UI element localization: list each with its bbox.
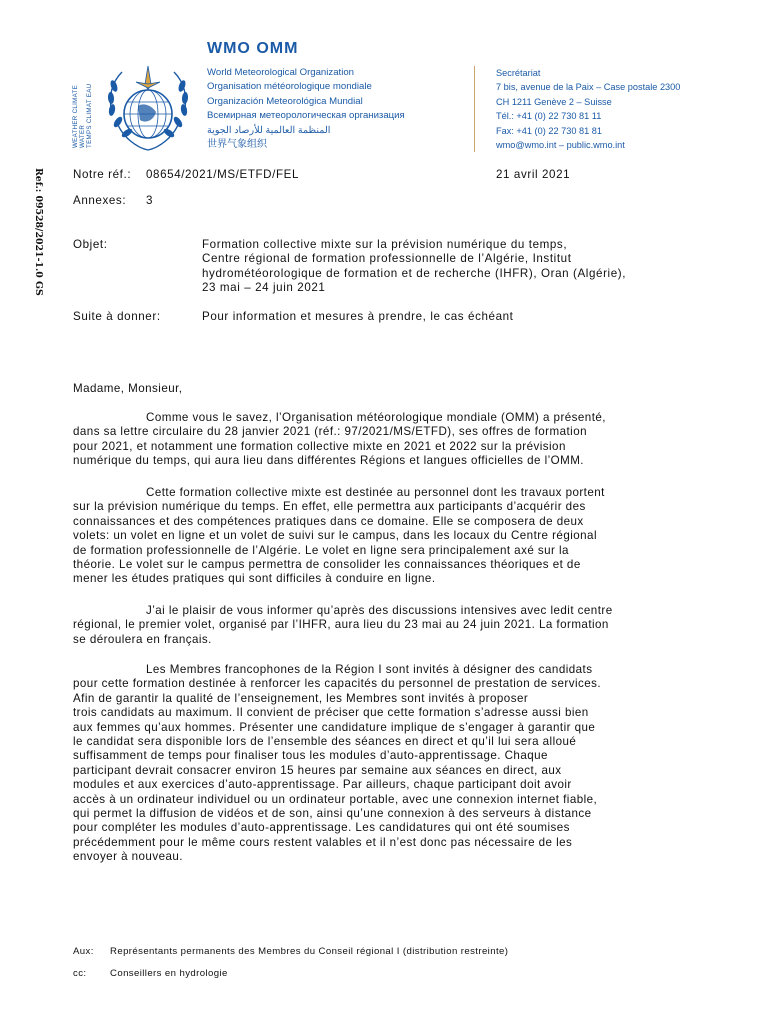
paragraph-line: pour compléter les modules d’auto-apprentissage. Les candidatures qui ont été soumises: [73, 821, 570, 835]
paragraph-line: volets: un volet en ligne et un volet de suivi sur le campus, dans les locaux du Centre régional: [73, 529, 597, 543]
paragraph-line: se déroulera en français.: [73, 632, 212, 646]
paragraph-line: mener les études pratiques qui sont difficiles à conduire en ligne.: [73, 572, 436, 586]
paragraph-line: participant devrait consacrer environ 15 heures par semaine aux séances en direct, aux: [73, 763, 562, 777]
paragraph-line: le candidat sera disponible lors de l’ensemble des séances en direct et qu’il lui sera alloué: [73, 735, 577, 749]
paragraph-line: qui permet la diffusion de vidéos et de son, ainsi qu’une connexion à des serveurs à distance: [73, 807, 592, 821]
paragraph-line: J’ai le plaisir de vous informer qu’après des discussions intensives avec ledit centre: [146, 604, 613, 617]
paragraph-3: [73, 604, 713, 647]
wmo-title: WMO OMM: [207, 40, 299, 57]
paragraph-line: Afin de garantir la qualité de l’enseignement, les Membres sont invités à proposer: [73, 691, 529, 705]
aux-value: Représentants permanents des Membres du Conseil régional I (distribution restreinte): [110, 946, 509, 957]
paragraph-line: de formation professionnelle de l’Algérie. Le volet en ligne sera principalement axé sur la: [73, 543, 569, 557]
objet-text: [202, 238, 626, 295]
secretariat-web: wmo@wmo.int – public.wmo.int: [496, 140, 625, 151]
org-name-zh: 世界气象组织: [207, 139, 267, 151]
paragraph-line: Les Membres francophones de la Région I sont invités à désigner des candidats: [146, 663, 593, 676]
paragraph-2: [73, 486, 713, 587]
paragraph-line: aux femmes qu’aux hommes. Présenter une candidature implique de s’engager à garantir que: [73, 720, 596, 734]
aux-label: Aux:: [73, 946, 94, 957]
org-name-ar: المنظمة العالمية للأرصاد الجوية: [207, 124, 331, 136]
org-name-es: Organización Meteorológica Mundial: [207, 95, 363, 107]
objet-line: 23 mai – 24 juin 2021: [202, 280, 326, 294]
organization-names: [207, 66, 405, 152]
secretariat-city: CH 1211 Genève 2 – Suisse: [496, 96, 612, 107]
paragraph-line: théorie. Le volet sur le campus permettra de consolider les connaissances théoriques et de: [73, 558, 581, 572]
paragraph-4: [73, 663, 713, 865]
objet-line: Centre régional de formation professionnelle de l’Algérie, Institut: [202, 252, 572, 266]
header-divider: [474, 66, 475, 152]
our-ref-label: Notre réf.:: [73, 168, 132, 181]
secretariat-address: [496, 66, 680, 152]
letter-date: 21 avril 2021: [496, 168, 571, 181]
org-name-fr: Organisation météorologique mondiale: [207, 81, 372, 93]
secretariat-phone: Tél.: +41 (0) 22 730 81 11: [496, 111, 602, 122]
wmo-emblem-icon: [98, 56, 198, 156]
paragraph-line: accès à un ordinateur individuel ou un ordinateur portable, avec une connexion internet fiable,: [73, 792, 598, 806]
paragraph-line: numérique du temps, qui aura lieu dans différentes Régions et langues officielles de l’OMM.: [73, 454, 584, 468]
paragraph-line: Comme vous le savez, l’Organisation météorologique mondiale (OMM) a présenté,: [146, 411, 606, 424]
secretariat-street: 7 bis, avenue de la Paix – Case postale 2300: [496, 82, 681, 93]
objet-line: hydrométéorologique de formation et de recherche (IHFR), Oran (Algérie),: [202, 266, 627, 280]
paragraph-line: suffisamment de temps pour finaliser tous les modules d’auto-apprentissage. Chaque: [73, 749, 548, 763]
annexes-label: Annexes:: [73, 194, 127, 207]
logo-tagline-en: WEATHER CLIMATE WATER: [72, 84, 86, 148]
paragraph-line: connaissances et des compétences pratiques dans ce domaine. Elle se composera de deux: [73, 514, 584, 528]
suite-label: Suite à donner:: [73, 310, 161, 323]
paragraph-1: [73, 411, 713, 469]
side-reference: Ref.: 09528/2021-1.0 GS: [33, 168, 44, 296]
objet-line: Formation collective mixte sur la prévision numérique du temps,: [202, 238, 568, 251]
cc-value: Conseillers en hydrologie: [110, 968, 228, 979]
salutation: Madame, Monsieur,: [73, 382, 183, 395]
paragraph-line: trois candidats au maximum. Il convient de préciser que cette formation s’adresse aussi bien: [73, 706, 589, 720]
org-name-ru: Всемирная метеорологическая организация: [207, 110, 405, 122]
org-name-en: World Meteorological Organization: [207, 67, 354, 78]
paragraph-line: modules et aux exercices d’auto-apprentissage. Par ailleurs, chaque participant doit avoir: [73, 778, 572, 792]
paragraph-line: pour 2021, et notamment une formation collective mixte en 2021 et 2022 sur la prévision: [73, 439, 566, 453]
paragraph-line: sur la prévision numérique du temps. En effet, elle permettra aux participants d’acquérir des: [73, 500, 586, 514]
paragraph-line: régional, le premier volet, organisé par l’IHFR, aura lieu du 23 mai au 24 juin 2021. La formation: [73, 618, 609, 632]
secretariat-title: Secrétariat: [496, 68, 541, 78]
paragraph-line: envoyer à nouveau.: [73, 850, 183, 864]
suite-value: Pour information et mesures à prendre, le cas échéant: [202, 310, 514, 323]
paragraph-line: précédemment pour le même cours restent valables et il n’est donc pas nécessaire de les: [73, 835, 573, 849]
paragraph-line: Cette formation collective mixte est destinée au personnel dont les travaux portent: [146, 486, 605, 499]
logo-tagline-fr: TEMPS CLIMAT EAU: [86, 83, 93, 148]
paragraph-line: dans sa lettre circulaire du 28 janvier 2021 (réf.: 97/2021/MS/ETFD), ses offres de formation: [73, 425, 587, 439]
our-ref-value: 08654/2021/MS/ETFD/FEL: [146, 168, 300, 181]
paragraph-line: pour cette formation destinée à renforcer les capacités du personnel de prestation de services.: [73, 677, 602, 691]
secretariat-fax: Fax: +41 (0) 22 730 81 81: [496, 125, 602, 136]
annexes-value: 3: [146, 194, 154, 207]
cc-label: cc:: [73, 968, 87, 979]
logo-tagline: [72, 60, 93, 148]
objet-label: Objet:: [73, 238, 108, 251]
